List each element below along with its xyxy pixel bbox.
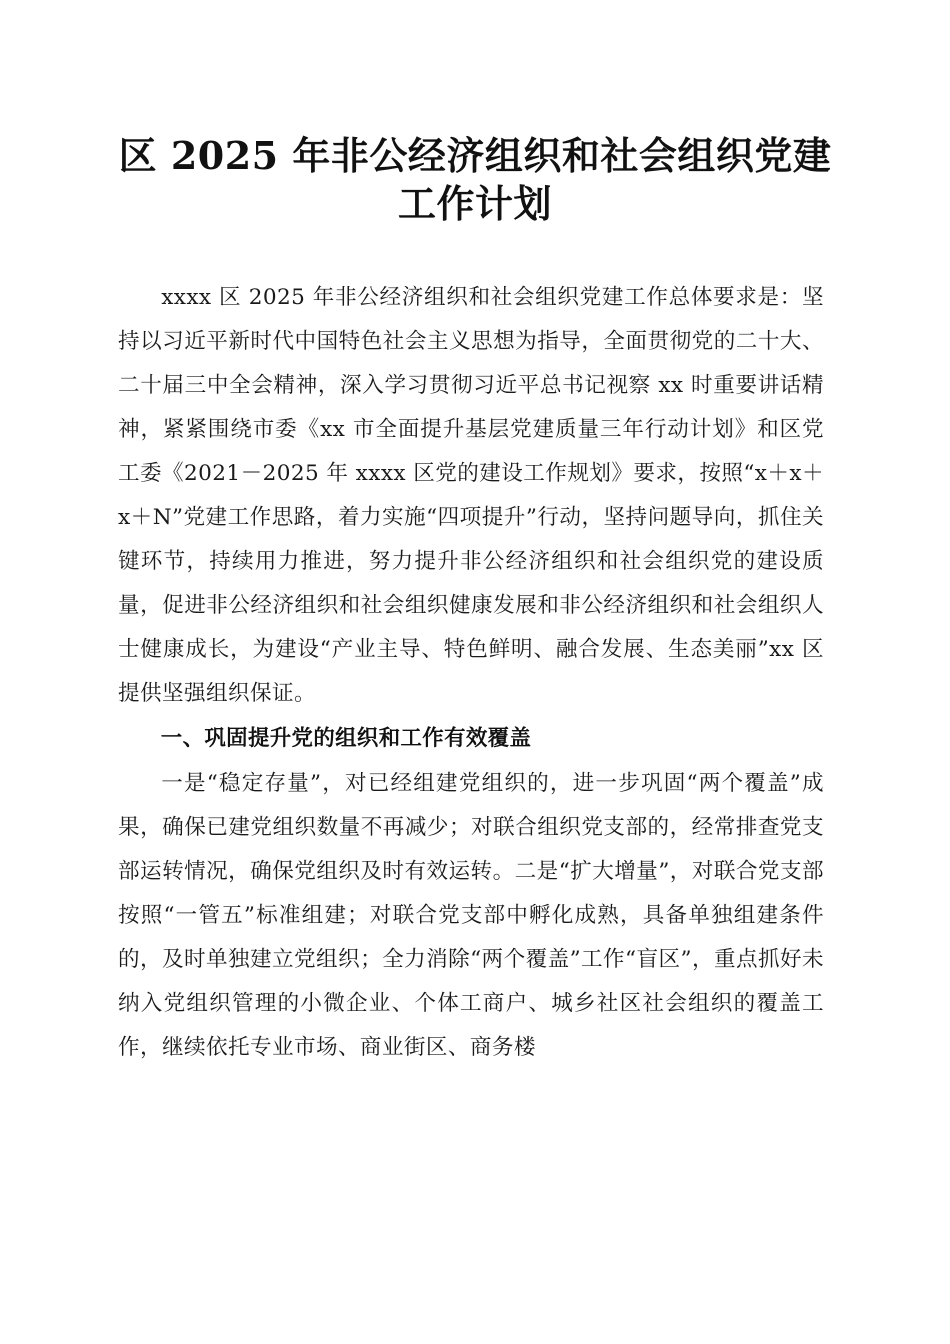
intro-paragraph: xxxx 区 2025 年非公经济组织和社会组织党建工作总体要求是：坚持以习近平新时代中国特色社会主义思想为指导，全面贯彻党的二十大、二十届三中全会精神，深入学习贯彻习近平总书记视察 xx 时重要讲话精神，紧紧围绕市委《xx 市全面提升基层党建质量三年行动计划》和区党工委《2021－2025 年 xxxx 区党的建设工作规划》要求，按照“x＋x＋x＋N”党建工作思路，着力实施“四项提升”行动，坚持问题导向，抓住关键环节，持续用力推进，努力提升非公经济组织和社会组织党的建设质量，促进非公经济组织和社会组织健康发展和非公经济组织和社会组织人士健康成长，为建设“产业主导、特色鲜明、融合发展、生态美丽”xx 区提供坚强组织保证。: [118, 285, 824, 706]
section-paragraph: 一是“稳定存量”，对已经组建党组织的，进一步巩固“两个覆盖”成果，确保已建党组织数量不再减少；对联合组织党支部的，经常排查党支部运转情况，确保党组织及时有效运转。二是“扩大增量”，对联合党支部按照“一管五”标准组建；对联合党支部中孵化成熟，具备单独组建条件的，及时单独建立党组织；全力消除“两个覆盖”工作“盲区”，重点抓好未纳入党组织管理的小微企业、个体工商户、城乡社区社会组织的覆盖工作，继续依托专业市场、商业街区、商务楼: [118, 771, 824, 1060]
document-title: 区 2025 年非公经济组织和社会组织党建工作计划: [118, 133, 832, 226]
title-block: [110, 132, 840, 228]
document-body: [118, 276, 824, 1070]
section-heading: 一、巩固提升党的组织和工作有效覆盖: [160, 726, 532, 751]
